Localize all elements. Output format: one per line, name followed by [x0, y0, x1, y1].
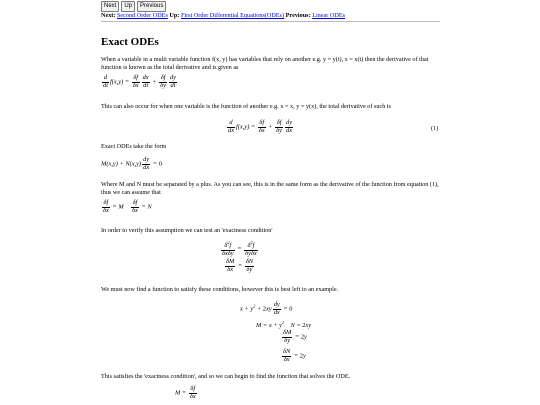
equation-exactness-condition: $\frac{\delta^2f}{\text{δxδy}}$ = $\frac{\delta^2f}{\text{δyδx}}$	[222, 240, 257, 257]
paragraph-exact-form: Exact ODEs take the form	[101, 143, 167, 150]
next-button[interactable]: Next	[101, 1, 119, 12]
equation-assumption: $\frac{\delta f}{\delta x}$ = M $\frac{\delta f}{\delta x}$ = N	[103, 199, 152, 214]
equation-total-derivative: $\frac{d}{dt}$ f(x,y) = $\frac{\delta f}{\delta x}$ $\frac{dx}{dt}$ + $\frac{\delta f}{\delta y}$ $\frac{dy}{dt}$	[103, 74, 177, 89]
equation-example-ode: $x + y^2 + 2xy$ $\frac{dy}{dx}$ = 0	[240, 301, 293, 316]
next-link[interactable]: Second Order ODEs	[116, 12, 168, 19]
up-link[interactable]: First Order Differential Equations(ODEs)	[180, 12, 285, 19]
separator	[101, 21, 440, 22]
paragraph-example: We must now find a function to satisfy these conditions, however this is best left to an example.	[101, 286, 339, 293]
up-button[interactable]: Up	[121, 1, 135, 12]
equation-exactness-mn: $\frac{\delta M}{\delta x}$ = $\frac{\delta N}{\delta y}$	[226, 258, 254, 273]
paragraph-assumption: Where M and N must be separated by a plus. As you can see, this is in the same form as the derivative of the function from equation (1), thus we can assume that	[101, 181, 439, 196]
equation-m-df: M = $\frac{\delta f}{\delta x}$	[175, 385, 196, 400]
previous-label: Previous:	[285, 12, 311, 19]
paragraph-exactness: In order to verify this assumption we can test an 'exactness condition'	[101, 227, 273, 234]
paragraph-function-of-another: This can also occur for when one variable is the function of another e.g. x = x, y = y(x), the total derivative of such is	[101, 103, 391, 110]
up-label: Up:	[169, 12, 180, 19]
navigation-links	[101, 12, 345, 19]
previous-button[interactable]: Previous	[137, 1, 166, 12]
equation-example-dm: $\frac{\delta M}{\delta y}$ = 2y	[283, 329, 307, 344]
equation-exact-form: M(x,y) + N(x,y) $\frac{dy}{dx}$ = 0	[101, 156, 162, 171]
equation-1-number: (1)	[431, 125, 439, 132]
nav-buttons	[101, 1, 166, 12]
previous-link[interactable]: Linear ODEs	[312, 12, 346, 19]
equation-example-dn: $\frac{\delta N}{\delta x}$ = 2y	[283, 348, 306, 363]
next-label: Next:	[101, 12, 116, 19]
equation-example-mn: $M = x + y^2$ N = 2xy	[256, 320, 312, 330]
page-title: Exact ODEs	[101, 36, 159, 48]
paragraph-satisfies: This satisfies the 'exactness condition', and so we can begin to find the function that solves the ODE.	[101, 373, 351, 380]
equation-1: $\frac{d}{dx}$ f(x,y) = $\frac{\delta f}{\delta x}$ + $\frac{\delta f}{\delta y}$ $\frac{dy}{dx}$	[228, 119, 293, 134]
paragraph-total-derivative: When a variable in a multi variable function f(x, y) has variables that rely on another e.g. y = y(t), x = x(t) then the derivative of that function is known as the total derivative and is given as	[101, 56, 429, 71]
